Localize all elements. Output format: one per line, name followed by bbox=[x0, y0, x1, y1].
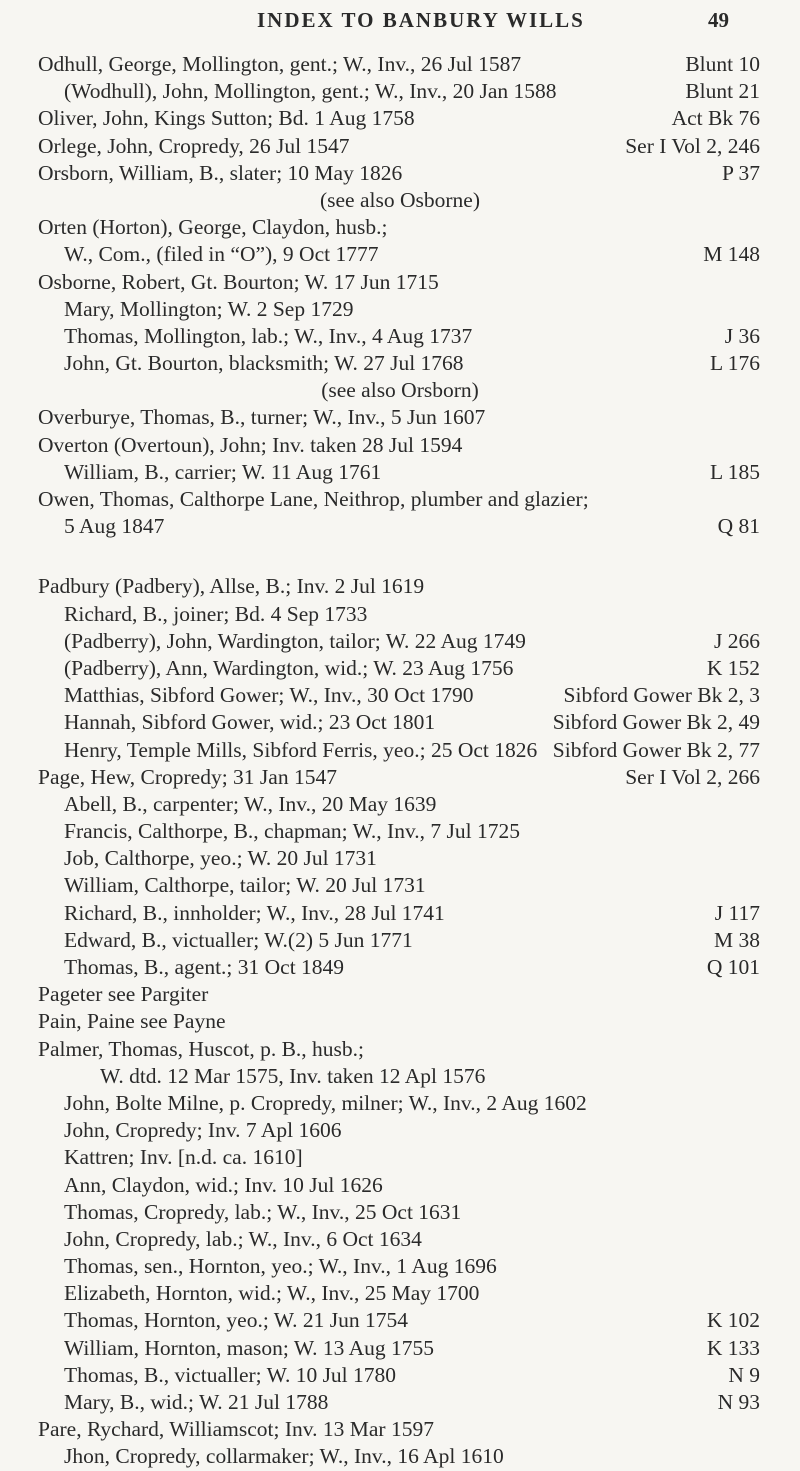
entry-text: (Padberry), John, Wardington, tailor; W. 22 Aug 1749 bbox=[64, 628, 526, 653]
entry-text: Elizabeth, Hornton, wid.; W., Inv., 25 May 1700 bbox=[64, 1281, 480, 1306]
entry-text: Abell, B., carpenter; W., Inv., 20 May 1639 bbox=[64, 791, 437, 816]
entry-text: William, Hornton, mason; W. 13 Aug 1755 bbox=[64, 1335, 435, 1360]
entry-reference: Ser I Vol 2, 266 bbox=[625, 764, 760, 789]
entry-reference: P 37 bbox=[721, 160, 760, 185]
entry-reference: J 266 bbox=[714, 628, 760, 653]
index-entry bbox=[0, 1199, 800, 1226]
entry-text: Orlege, John, Cropredy, 26 Jul 1547 bbox=[38, 133, 350, 158]
index-entry bbox=[0, 1389, 800, 1416]
index-entry bbox=[0, 513, 800, 540]
index-entry bbox=[0, 682, 800, 709]
entry-text: Page, Hew, Cropredy; 31 Jan 1547 bbox=[38, 764, 337, 789]
index-entry bbox=[0, 459, 800, 486]
index-entry bbox=[0, 404, 800, 431]
index-entry bbox=[0, 737, 800, 764]
index-entry bbox=[0, 241, 800, 268]
entry-reference: Sibford Gower Bk 2, 3 bbox=[563, 683, 760, 708]
entry-text: Thomas, B., agent.; 31 Oct 1849 bbox=[64, 955, 345, 979]
entry-text: John, Gt. Bourton, blacksmith; W. 27 Jul 1768 bbox=[64, 351, 464, 376]
index-entry bbox=[0, 1117, 800, 1144]
entry-text: Padbury (Padbery), Allse, B.; Inv. 2 Jul 1619 bbox=[38, 574, 425, 599]
entry-text: Overburye, Thomas, B., turner; W., Inv., 5 Jun 1607 bbox=[38, 405, 486, 430]
entry-text: Thomas, Hornton, yeo.; W. 21 Jun 1754 bbox=[64, 1308, 408, 1333]
entry-reference: M 38 bbox=[714, 927, 760, 952]
entry-reference: Blunt 21 bbox=[685, 79, 760, 104]
entry-text: (Padberry), Ann, Wardington, wid.; W. 23 Aug 1756 bbox=[64, 655, 514, 680]
entry-reference: K 152 bbox=[706, 655, 760, 680]
index-entry bbox=[0, 269, 800, 296]
page-title: INDEX TO BANBURY WILLS bbox=[257, 8, 585, 32]
index-entry bbox=[0, 1172, 800, 1199]
entry-reference: K 133 bbox=[706, 1335, 760, 1360]
entry-text: Thomas, Mollington, lab.; W., Inv., 4 Aug 1737 bbox=[64, 323, 473, 348]
entry-text: John, Bolte Milne, p. Cropredy, milner; W., Inv., 2 Aug 1602 bbox=[64, 1090, 587, 1115]
page-header bbox=[0, 6, 800, 40]
index-entry bbox=[0, 900, 800, 927]
index-entry bbox=[0, 296, 800, 323]
index-entry bbox=[0, 845, 800, 872]
index-entry bbox=[0, 764, 800, 791]
index-entry bbox=[0, 1226, 800, 1253]
entry-text: (see also Orsborn) bbox=[321, 378, 479, 403]
entry-text: Richard, B., joiner; Bd. 4 Sep 1733 bbox=[64, 601, 368, 626]
entry-text: Henry, Temple Mills, Sibford Ferris, yeo.; 25 Oct 1826 bbox=[64, 737, 538, 762]
entry-reference: L 176 bbox=[710, 351, 760, 376]
index-entry bbox=[0, 1253, 800, 1280]
index-entry bbox=[0, 791, 800, 818]
entry-text: (see also Osborne) bbox=[319, 187, 480, 212]
index-entry bbox=[0, 872, 800, 899]
index-entries bbox=[0, 51, 800, 1471]
entry-text: Osborne, Robert, Gt. Bourton; W. 17 Jun 1715 bbox=[38, 269, 439, 294]
index-entry bbox=[0, 1335, 800, 1362]
page-number: 49 bbox=[708, 8, 729, 32]
entry-text: William, B., carrier; W. 11 Aug 1761 bbox=[64, 459, 382, 484]
entry-reference: L 185 bbox=[710, 459, 760, 484]
entry-reference: Blunt 10 bbox=[685, 52, 760, 76]
entry-reference: Ser I Vol 2, 246 bbox=[625, 133, 760, 158]
index-entry bbox=[0, 323, 800, 350]
entry-text: Ann, Claydon, wid.; Inv. 10 Jul 1626 bbox=[64, 1172, 383, 1197]
index-entry bbox=[0, 709, 800, 736]
entry-text: Odhull, George, Mollington, gent.; W., Inv., 26 Jul 1587 bbox=[38, 52, 522, 76]
entry-text: Jhon, Cropredy, collarmaker; W., Inv., 16 Apl 1610 bbox=[64, 1444, 504, 1469]
entry-reference: Q 81 bbox=[717, 514, 760, 539]
index-entry bbox=[0, 1036, 800, 1063]
entry-text: (Wodhull), John, Mollington, gent.; W., Inv., 20 Jan 1588 bbox=[64, 79, 557, 104]
entry-text: Hannah, Sibford Gower, wid.; 23 Oct 1801 bbox=[64, 710, 436, 735]
entry-text: Palmer, Thomas, Huscot, p. B., husb.; bbox=[38, 1036, 365, 1061]
entry-text: Oliver, John, Kings Sutton; Bd. 1 Aug 1758 bbox=[38, 106, 415, 131]
index-entry bbox=[0, 187, 800, 214]
index-entry bbox=[0, 78, 800, 105]
entry-reference: J 36 bbox=[724, 323, 760, 348]
index-entry bbox=[0, 486, 800, 513]
index-entry bbox=[0, 214, 800, 241]
index-entry bbox=[0, 160, 800, 187]
entry-text: W. dtd. 12 Mar 1575, Inv. taken 12 Apl 1576 bbox=[100, 1063, 486, 1088]
index-entry bbox=[0, 432, 800, 459]
entry-text: Orten (Horton), George, Claydon, husb.; bbox=[38, 215, 388, 240]
entry-reference: M 148 bbox=[703, 242, 760, 267]
index-entry bbox=[0, 628, 800, 655]
entry-text: John, Cropredy, lab.; W., Inv., 6 Oct 1634 bbox=[64, 1226, 422, 1251]
entry-text: Pain, Paine see Payne bbox=[38, 1009, 226, 1034]
index-entry bbox=[0, 133, 800, 160]
index-entry bbox=[0, 1008, 800, 1035]
index-entry bbox=[0, 377, 800, 404]
entry-text: Overton (Overtoun), John; Inv. taken 28 Jul 1594 bbox=[38, 432, 463, 457]
index-entry bbox=[0, 1090, 800, 1117]
entry-text: W., Com., (filed in “O”), 9 Oct 1777 bbox=[64, 242, 379, 267]
entry-reference: Act Bk 76 bbox=[671, 106, 760, 131]
entry-text: Mary, Mollington; W. 2 Sep 1729 bbox=[64, 296, 354, 321]
entry-text: Orsborn, William, B., slater; 10 May 1826 bbox=[38, 160, 403, 185]
entry-text: Mary, B., wid.; W. 21 Jul 1788 bbox=[64, 1390, 329, 1414]
index-entry bbox=[0, 1416, 800, 1443]
index-entry bbox=[0, 1443, 800, 1470]
index-entry bbox=[0, 1063, 800, 1090]
index-entry bbox=[0, 51, 800, 78]
entry-text: Owen, Thomas, Calthorpe Lane, Neithrop, plumber and glazier; bbox=[38, 487, 589, 511]
entry-reference: J 117 bbox=[714, 900, 760, 925]
entry-text: Pageter see Pargiter bbox=[38, 982, 209, 1007]
index-entry bbox=[0, 655, 800, 682]
index-entry bbox=[0, 1307, 800, 1334]
index-entry bbox=[0, 818, 800, 845]
section-gap bbox=[0, 540, 800, 573]
entry-text: Thomas, sen., Hornton, yeo.; W., Inv., 1 Aug 1696 bbox=[64, 1254, 497, 1279]
index-entry bbox=[0, 601, 800, 628]
index-entry bbox=[0, 1144, 800, 1171]
entry-reference: Sibford Gower Bk 2, 49 bbox=[552, 710, 760, 735]
entry-text: Matthias, Sibford Gower; W., Inv., 30 Oct 1790 bbox=[64, 683, 474, 708]
index-entry bbox=[0, 105, 800, 132]
entry-reference: N 9 bbox=[728, 1362, 760, 1387]
entry-text: Thomas, Cropredy, lab.; W., Inv., 25 Oct 1631 bbox=[64, 1199, 462, 1224]
entry-reference: N 93 bbox=[717, 1390, 760, 1414]
entry-reference: K 102 bbox=[706, 1308, 760, 1333]
index-entry bbox=[0, 573, 800, 600]
entry-text: Kattren; Inv. [n.d. ca. 1610] bbox=[64, 1145, 303, 1170]
entry-text: William, Calthorpe, tailor; W. 20 Jul 1731 bbox=[64, 873, 426, 898]
entry-text: Pare, Rychard, Williamscot; Inv. 13 Mar 1597 bbox=[38, 1417, 434, 1442]
entry-reference: Sibford Gower Bk 2, 77 bbox=[552, 737, 760, 762]
entry-text: Edward, B., victualler; W.(2) 5 Jun 1771 bbox=[64, 927, 413, 952]
index-entry bbox=[0, 1362, 800, 1389]
index-entry bbox=[0, 350, 800, 377]
index-entry bbox=[0, 1280, 800, 1307]
entry-text: Job, Calthorpe, yeo.; W. 20 Jul 1731 bbox=[64, 846, 377, 871]
entry-text: 5 Aug 1847 bbox=[64, 514, 165, 539]
entry-text: Francis, Calthorpe, B., chapman; W., Inv., 7 Jul 1725 bbox=[64, 819, 521, 844]
entry-text: John, Cropredy; Inv. 7 Apl 1606 bbox=[64, 1118, 342, 1143]
index-entry bbox=[0, 927, 800, 954]
index-entry bbox=[0, 954, 800, 981]
entry-text: Thomas, B., victualler; W. 10 Jul 1780 bbox=[64, 1362, 397, 1387]
entry-reference: Q 101 bbox=[706, 955, 760, 979]
index-entry bbox=[0, 981, 800, 1008]
entry-text: Richard, B., innholder; W., Inv., 28 Jul 1741 bbox=[64, 900, 445, 925]
